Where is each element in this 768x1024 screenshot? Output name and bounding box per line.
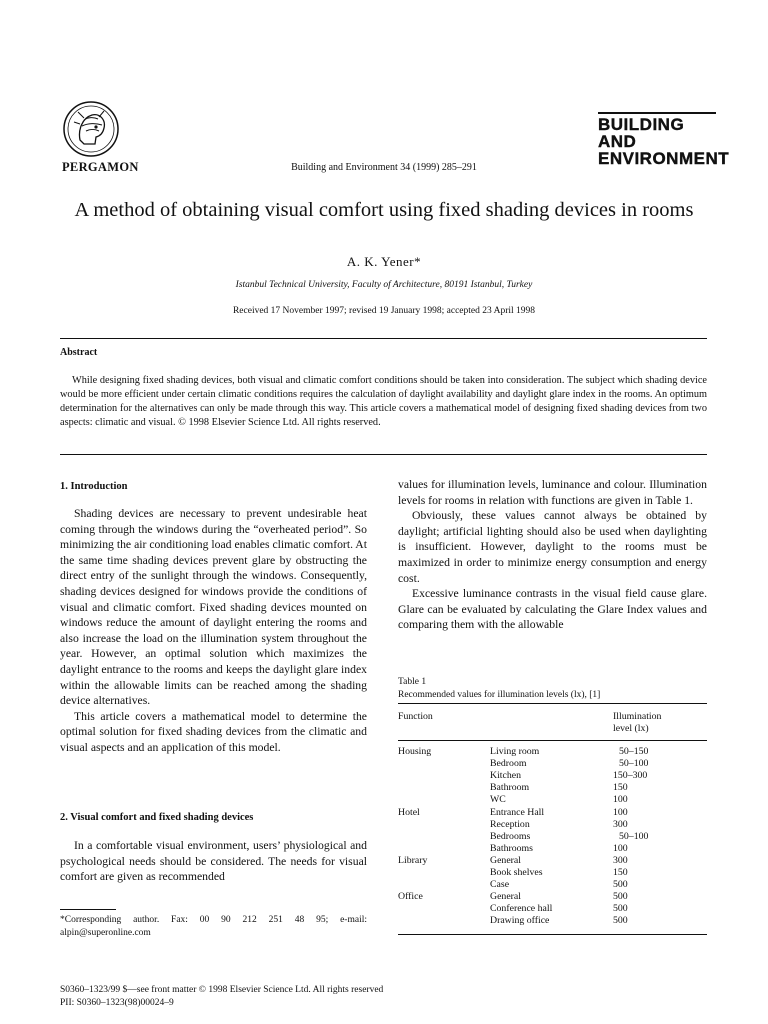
table-header-rule xyxy=(398,740,707,741)
introduction-paragraph-1: Shading devices are necessary to prevent undesirable heat coming through the windows during the “overheated period”. So minimizing the air conditioning load enables climatic comfort. At the same time shading devices prevent glare by obstructing the direct entry of the sunlight through the windows. Consequently, shading devices designed for windows provide the conditions of visual and climatic comfort. Fixed shading devices mounted on windows reduce the amount of daylight entering the rooms and also increase the load on the illumination system throughout the year. However, an optimal solution which maximizes the daylight entrance to the rooms and keeps the daylight glare index within the allowable limits can be reached among the shading device alternatives. xyxy=(60,507,367,708)
table-cell-room: Bathroom xyxy=(490,782,530,794)
table-cell-value: 100 xyxy=(613,806,628,818)
table-cell-value: 50–100 xyxy=(619,758,649,770)
table-header-level-1: Illumination xyxy=(613,711,662,722)
table-cell-value: 500 xyxy=(613,915,628,927)
table-cell-value: 300 xyxy=(613,854,628,866)
publisher-logo xyxy=(62,100,120,158)
table-cell-value: 500 xyxy=(613,891,628,903)
table-row xyxy=(398,831,707,843)
footnote-rule xyxy=(60,909,116,910)
journal-brand-line-1: BUILDING AND xyxy=(598,115,685,151)
table-cell-value: 100 xyxy=(613,794,628,806)
table-row xyxy=(398,843,707,855)
table-cell-room: Bathrooms xyxy=(490,842,533,854)
article-author: A. K. Yener* xyxy=(346,254,422,269)
table-cell-category: Library xyxy=(398,854,428,866)
table-top-rule xyxy=(398,703,707,704)
table-cell-room: General xyxy=(490,891,522,903)
publisher-name: PERGAMON xyxy=(62,160,139,174)
visual-comfort-body xyxy=(60,838,367,885)
table-row xyxy=(398,807,707,819)
table-row xyxy=(398,855,707,867)
table-row xyxy=(398,746,707,758)
copyright-info xyxy=(60,984,383,1010)
table-row xyxy=(398,915,707,927)
visual-comfort-paragraph-1: In a comfortable visual environment, users’ physiological and psychological needs should be considered. The needs for visual comfort are given as recommended xyxy=(60,839,367,884)
table-row xyxy=(398,903,707,915)
table-row xyxy=(398,879,707,891)
table-header-function: Function xyxy=(398,711,433,722)
table-row xyxy=(398,770,707,782)
table-cell-category: Housing xyxy=(398,746,432,757)
table-cell-room: Bedrooms xyxy=(490,830,531,842)
table-cell-value: 300 xyxy=(613,818,628,830)
table-cell-value: 150–300 xyxy=(613,770,648,782)
table-cell-room: Case xyxy=(490,879,510,891)
right-column-paragraph-2: Obviously, these values cannot always be obtained by daylight; artificial lighting should also be used when daylighting is insufficient. However, daylight to the rooms must be maximized in order to minimize energy consumption and energy cost. xyxy=(398,509,707,585)
introduction-body xyxy=(60,506,367,756)
table-cell-category: Hotel xyxy=(398,806,420,818)
journal-reference: Building and Environment 34 (1999) 285–291 xyxy=(291,162,477,173)
table-cell-value: 150 xyxy=(613,782,628,794)
table-cell-value: 500 xyxy=(613,903,628,915)
table-cell-room: Living room xyxy=(490,746,540,757)
table-row xyxy=(398,867,707,879)
abstract-top-rule xyxy=(60,338,707,339)
table-cell-room: WC xyxy=(490,794,506,806)
pii-line: PII: S0360–1323(98)00024–9 xyxy=(60,998,174,1008)
article-title: A method of obtaining visual comfort using fixed shading devices in rooms xyxy=(74,199,694,221)
table-caption xyxy=(398,676,600,701)
table-cell-room: Entrance Hall xyxy=(490,806,545,818)
table-cell-room: General xyxy=(490,854,522,866)
table-row xyxy=(398,891,707,903)
table-cell-room: Conference hall xyxy=(490,903,553,915)
table-body xyxy=(398,746,707,932)
table-cell-room: Kitchen xyxy=(490,770,522,782)
table-cell-room: Drawing office xyxy=(490,915,550,927)
table-cell-room: Reception xyxy=(490,818,530,830)
journal-brand xyxy=(598,112,730,168)
journal-brand-line-2: ENVIRONMENT xyxy=(598,149,730,168)
table-cell-value: 50–100 xyxy=(619,830,649,842)
table-header-level-2: level (lx) xyxy=(613,723,649,734)
table-cell-room: Bedroom xyxy=(490,758,527,770)
front-matter-line: S0360–1323/99 $—see front matter © 1998 Elsevier Science Ltd. All rights reserved xyxy=(60,985,384,995)
article-dates: Received 17 November 1997; revised 19 January 1998; accepted 23 April 1998 xyxy=(232,306,536,316)
table-cell-value: 500 xyxy=(613,879,628,891)
abstract-text: While designing fixed shading devices, both visual and climatic comfort conditions should be taken into consideration. The subject which shading device would be more efficient under certain climatic conditions requires the calculation of daylight availability and daylight glare index in the rooms. An optimum determination for the alternatives can only be made through this way. This article covers a mathematical model of designing fixed shading devices from two aspects: climatic and visual. © 1998 Elsevier Science Ltd. All rights reserved. xyxy=(60,375,707,428)
table-cell-value: 50–150 xyxy=(619,746,649,757)
author-affiliation: Istanbul Technical University, Faculty of Architecture, 80191 Istanbul, Turkey xyxy=(235,280,533,290)
table-label: Table 1 xyxy=(398,677,427,687)
table-bottom-rule xyxy=(398,934,707,935)
table-cell-value: 100 xyxy=(613,842,628,854)
right-column-paragraph-3: Excessive luminance contrasts in the visual field cause glare. Glare can be evaluated by calculating the Glare Index values and comparing them with the allowable xyxy=(398,587,707,632)
table-cell-room: Book shelves xyxy=(490,867,543,878)
section-heading-introduction: 1. Introduction xyxy=(60,481,128,492)
abstract-heading: Abstract xyxy=(60,347,98,358)
table-row xyxy=(398,819,707,831)
table-cell-category: Office xyxy=(398,891,423,903)
right-column-body xyxy=(398,477,707,633)
right-column-paragraph-continued: values for illumination levels, luminance and colour. Illumination levels for rooms in relation with functions are given in Table 1. xyxy=(398,478,707,507)
table-cell-value: 150 xyxy=(613,867,628,878)
table-title: Recommended values for illumination levels (lx), [1] xyxy=(398,689,601,700)
table-row xyxy=(398,758,707,770)
section-heading-visual-comfort: 2. Visual comfort and fixed shading devices xyxy=(60,812,254,823)
corresponding-author-footnote: *Corresponding author. Fax: 00 90 212 251 48 95; e-mail: alpin@superonline.com xyxy=(60,915,367,938)
table-row xyxy=(398,782,707,794)
table-row xyxy=(398,794,707,806)
abstract-bottom-rule xyxy=(60,454,707,455)
introduction-paragraph-2: This article covers a mathematical model to determine the optimal solution for fixed shading devices from the climatic and visual aspects and an application of this model. xyxy=(60,709,367,754)
